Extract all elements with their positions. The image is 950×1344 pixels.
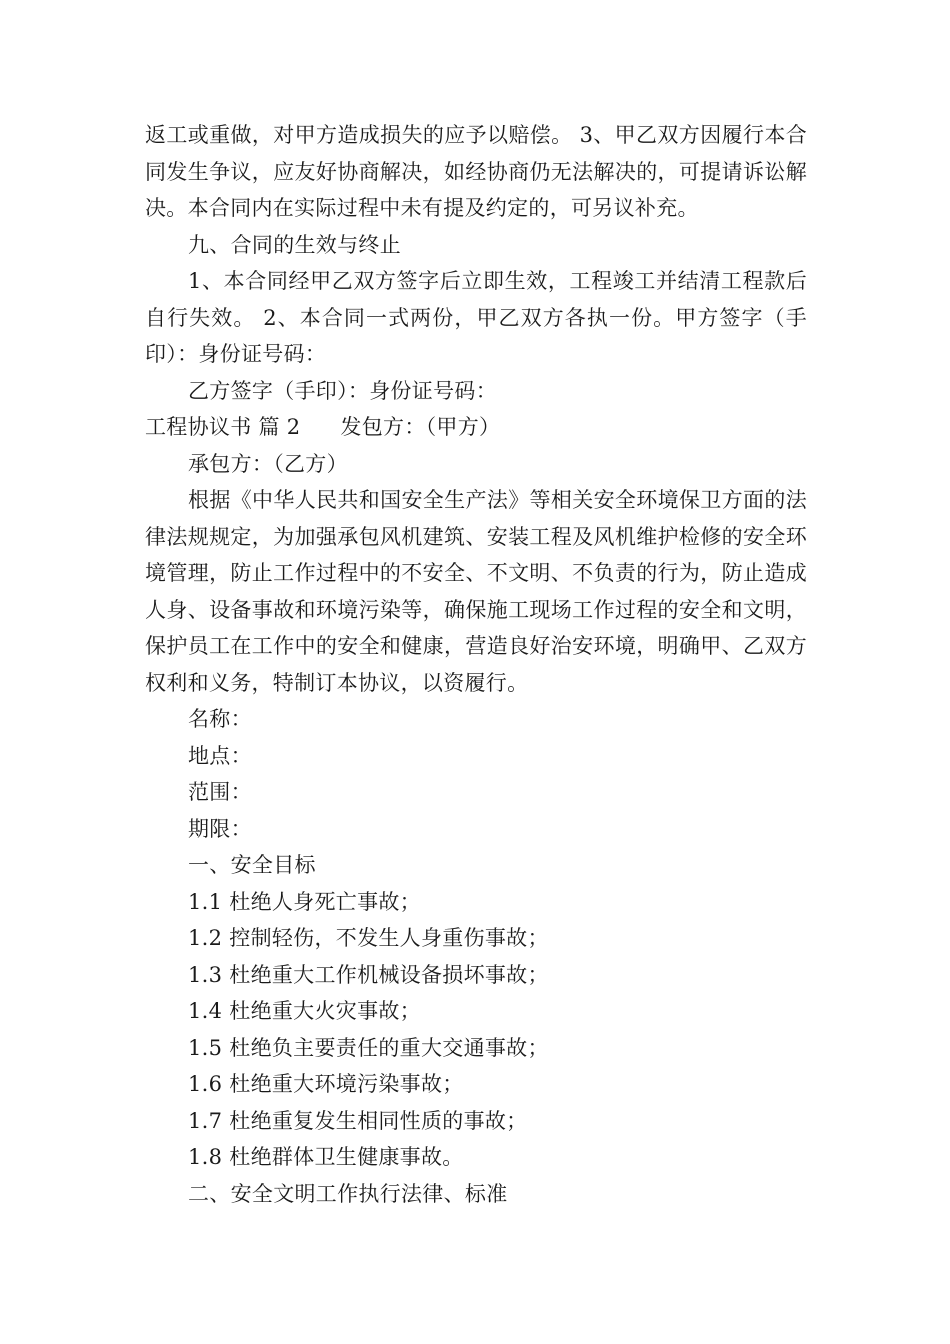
field-period: 期限： xyxy=(188,816,252,841)
target-item: 1.2 控制轻伤，不发生人身重伤事故； xyxy=(188,926,549,950)
paragraph-dispute-resolution: 返工或重做，对甲方造成损失的应予以赔偿。 3、甲乙双方因履行本合同发生争议，应友好协商解决，如经协商仍无法解决的，可提请诉讼解决。本合同内在实际过程中未有提及约定的，可另议补充。 xyxy=(145,123,807,220)
field-name: 名称： xyxy=(188,707,252,731)
target-item: 1.4 杜绝重大火灾事故； xyxy=(188,999,421,1023)
field-scope: 范围： xyxy=(188,780,252,804)
target-item: 1.3 杜绝重大工作机械设备损坏事故； xyxy=(188,962,549,987)
paragraph-effect-termination: 1、本合同经甲乙双方签字后立即生效，工程竣工并结清工程款后自行失效。 2、本合同一式两份，甲乙双方各执一份。甲方签字（手印）：身份证号码： xyxy=(145,269,807,366)
doc2-party-b: 承包方：（乙方） xyxy=(188,451,348,476)
field-location: 地点： xyxy=(188,743,252,768)
target-item: 1.7 杜绝重复发生相同性质的事故； xyxy=(188,1108,528,1133)
target-item: 1.1 杜绝人身死亡事故； xyxy=(188,889,421,914)
section-1-title: 一、安全目标 xyxy=(188,853,316,877)
signature-party-b: 乙方签字（手印）：身份证号码： xyxy=(188,378,497,403)
target-item: 1.8 杜绝群体卫生健康事故。 xyxy=(188,1145,464,1169)
target-item: 1.6 杜绝重大环境污染事故； xyxy=(188,1072,464,1096)
section-2-title: 二、安全文明工作执行法律、标准 xyxy=(188,1181,508,1206)
doc2-heading-line xyxy=(145,409,807,446)
doc2-title: 工程协议书 篇 2 xyxy=(145,415,301,439)
section-9-title: 九、合同的生效与终止 xyxy=(188,232,401,257)
doc2-party-a: 发包方：（甲方） xyxy=(340,415,501,439)
target-item: 1.5 杜绝负主要责任的重大交通事故； xyxy=(188,1035,549,1060)
document-body xyxy=(145,117,807,1212)
paragraph-agreement-purpose: 根据《中华人民共和国安全生产法》等相关安全环境保卫方面的法律法规规定，为加强承包风机建筑、安装工程及风机维护检修的安全环境管理，防止工作过程中的不安全、不文明、不负责的行为，防止造成人身、设备事故和环境污染等，确保施工现场工作过程的安全和文明，保护员工在工作中的安全和健康，营造良好治安环境，明确甲、乙双方权利和义务，特制订本协议，以资履行。 xyxy=(145,488,807,695)
